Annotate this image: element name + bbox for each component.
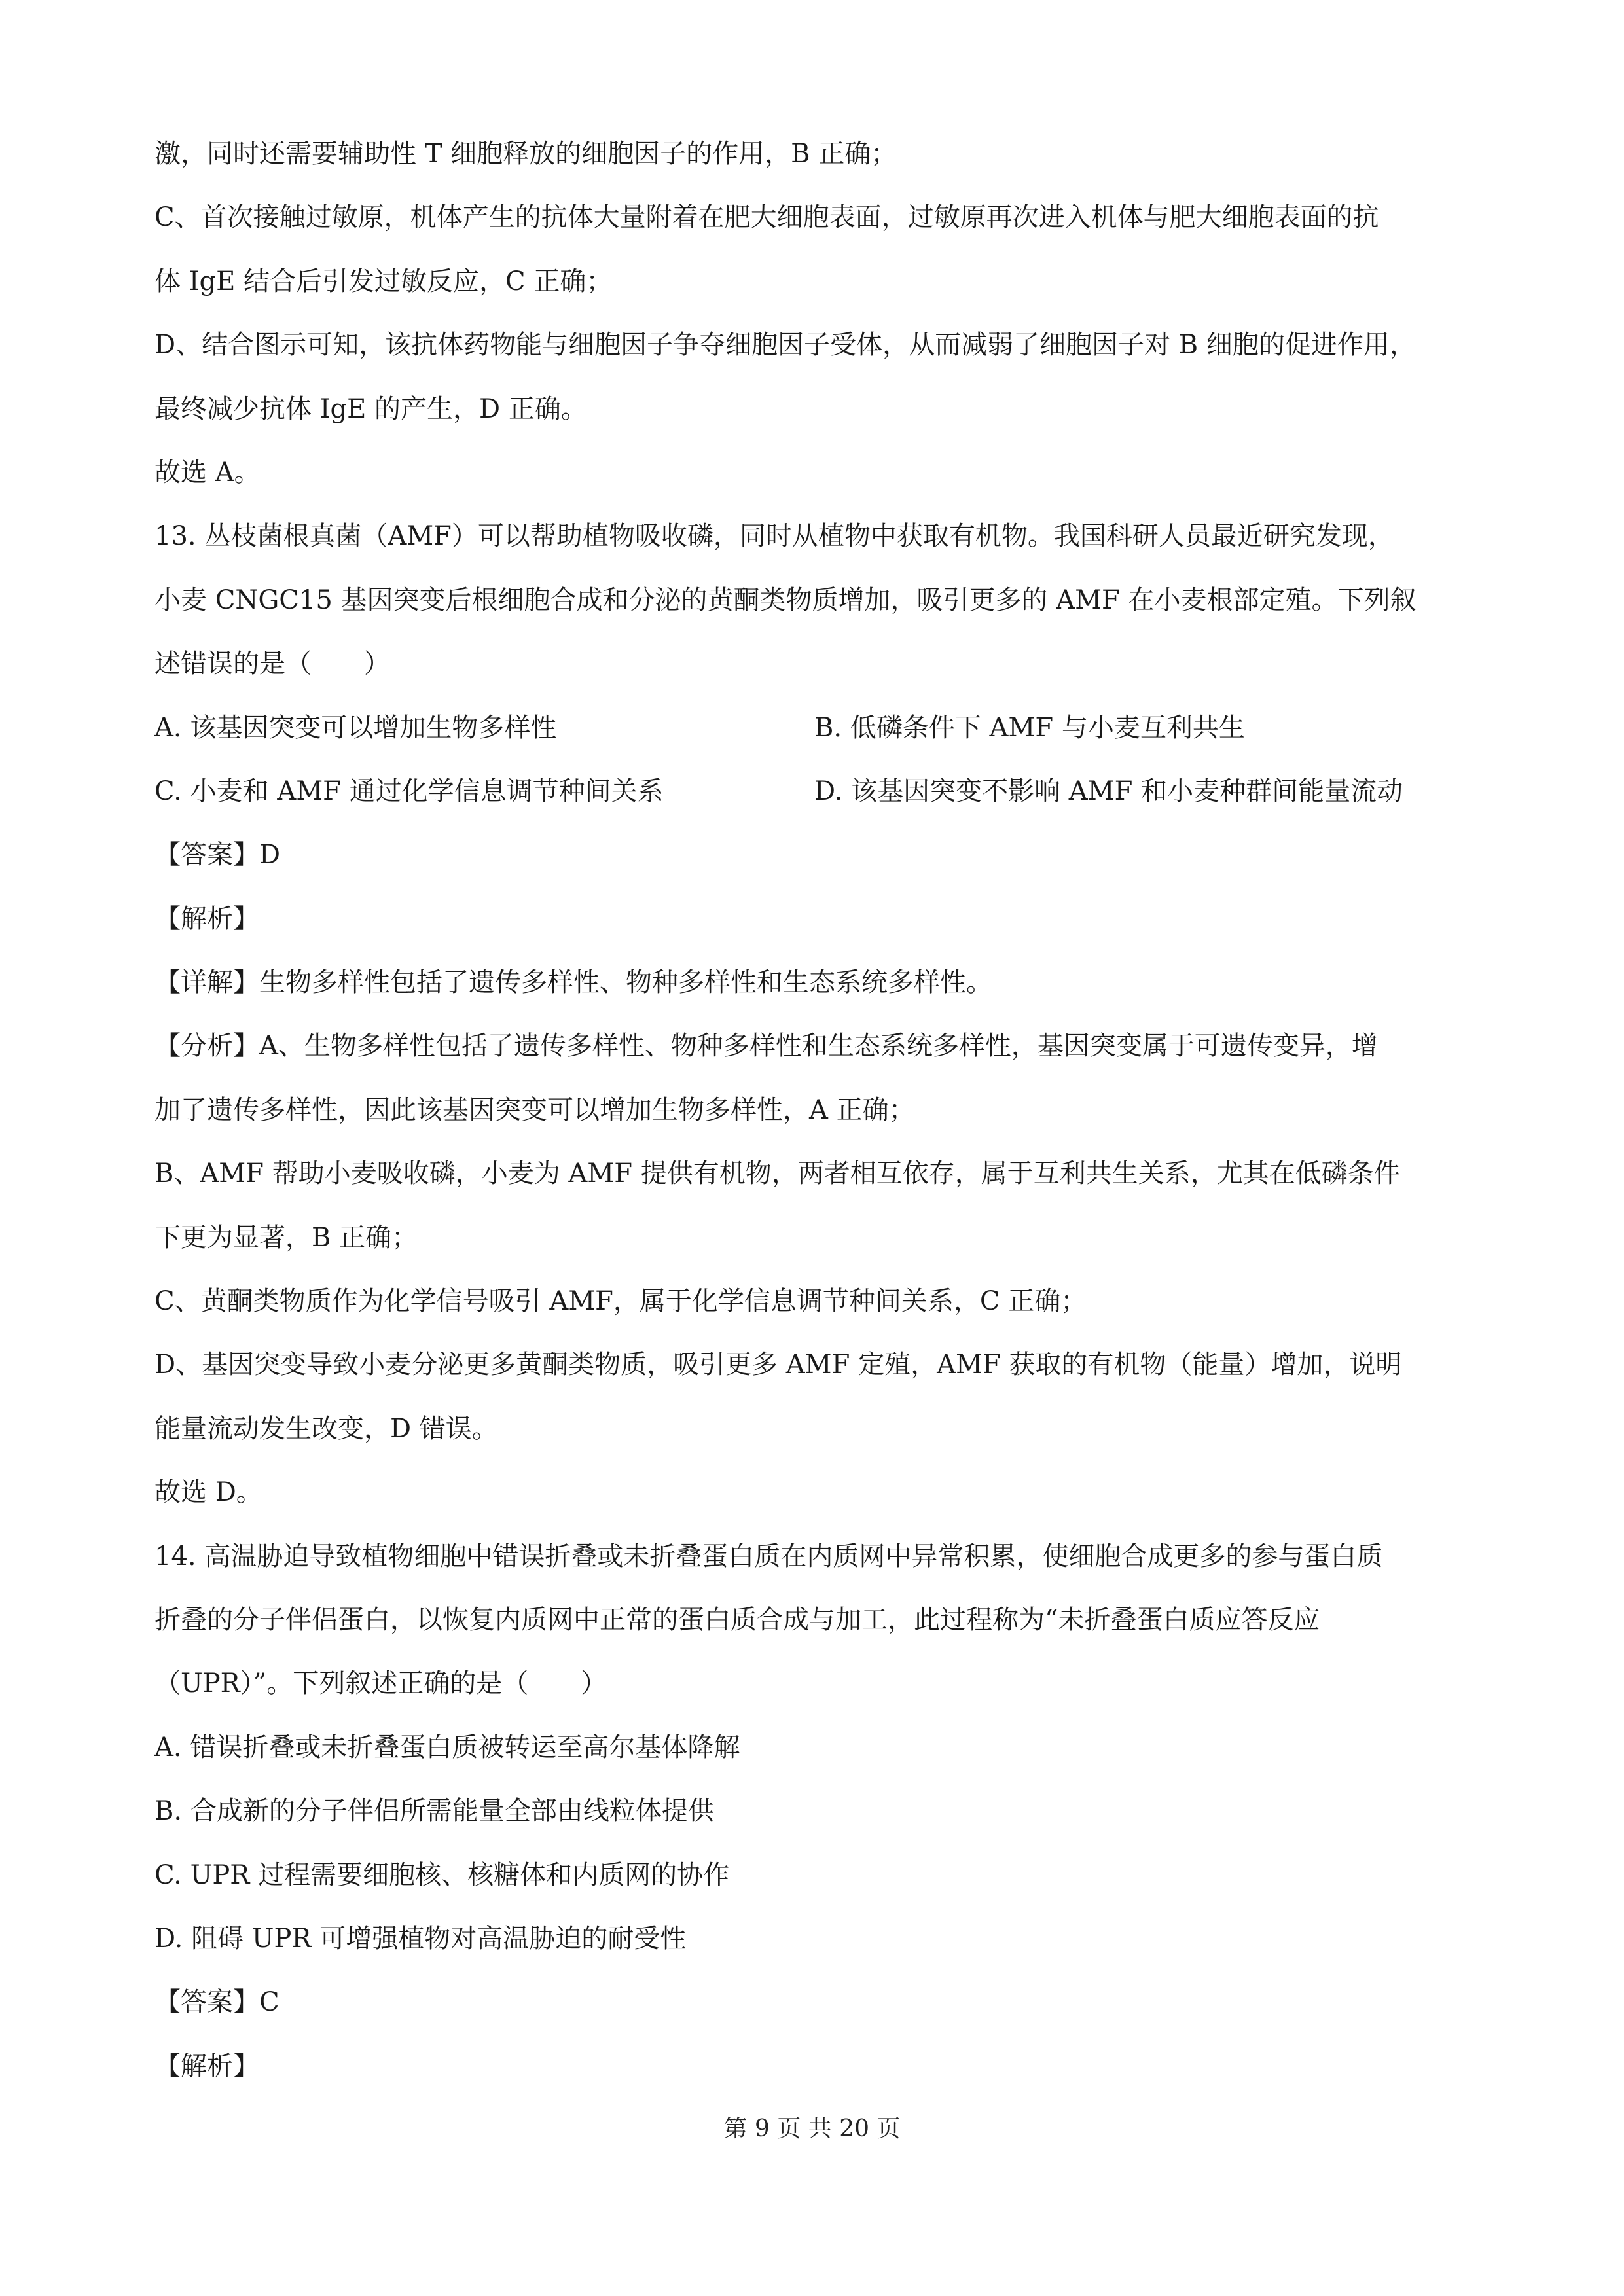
q12-explanation-line: 体 IgE 结合后引发过敏反应，C 正确； [154, 266, 613, 296]
q13-explanation-line: 加了遗传多样性，因此该基因突变可以增加生物多样性，A 正确； [154, 1094, 915, 1125]
q13-explanation-line: 【详解】生物多样性包括了遗传多样性、物种多样性和生态系统多样性。 [154, 967, 992, 998]
q14-option-c: C. UPR 过程需要细胞核、核糖体和内质网的协作 [154, 1859, 730, 1890]
q12-explanation-line: 最终减少抗体 IgE 的产生，D 正确。 [154, 393, 587, 424]
q13-option-d: D. 该基因突变不影响 AMF 和小麦种群间能量流动 [814, 776, 1403, 806]
page-footer [0, 2113, 1624, 2145]
q14-stem-line: 折叠的分子伴侣蛋白，以恢复内质网中正常的蛋白质合成与加工，此过程称为“未折叠蛋白质应答反应 [154, 1604, 1320, 1635]
q14-option-b: B. 合成新的分子伴侣所需能量全部由线粒体提供 [154, 1796, 714, 1827]
q12-explanation-line: 激，同时还需要辅助性 T 细胞释放的细胞因子的作用，B 正确； [154, 139, 897, 169]
q13-explanation-line: D、基因突变导致小麦分泌更多黄酮类物质，吸引更多 AMF 定殖，AMF 获取的有机物（能量）增加，说明 [154, 1350, 1402, 1380]
q14-stem-line: （UPR）”。下列叙述正确的是（ ） [154, 1668, 607, 1699]
q14-answer: 【答案】C [154, 1987, 280, 2018]
q13-stem-line: 述错误的是（ ） [154, 649, 390, 679]
q13-explanation-line: 能量流动发生改变，D 错误。 [154, 1413, 498, 1444]
q13-conclusion: 故选 D。 [154, 1477, 262, 1508]
q13-explanation-line: B、AMF 帮助小麦吸收磷，小麦为 AMF 提供有机物，两者相互依存，属于互利共生关系，尤其在低磷条件 [154, 1158, 1400, 1189]
q13-explanation-line: C、黄酮类物质作为化学信号吸引 AMF，属于化学信息调节种间关系，C 正确； [154, 1286, 1087, 1317]
q14-option-a: A. 错误折叠或未折叠蛋白质被转运至高尔基体降解 [154, 1732, 740, 1763]
q13-options-row-1 [154, 708, 1490, 772]
q13-answer: 【答案】D [154, 840, 281, 870]
q13-stem-line: 13. 丛枝菌根真菌（AMF）可以帮助植物吸收磷，同时从植物中获取有机物。我国科研人员最近研究发现， [154, 521, 1394, 552]
q13-stem-line: 小麦 CNGC15 基因突变后根细胞合成和分泌的黄酮类物质增加，吸引更多的 AMF 在小麦根部定殖。下列叙 [154, 584, 1416, 615]
q13-option-a: A. 该基因突变可以增加生物多样性 [154, 712, 557, 743]
q14-option-d: D. 阻碍 UPR 可增强植物对高温胁迫的耐受性 [154, 1923, 687, 1954]
q13-option-b: B. 低磷条件下 AMF 与小麦互利共生 [814, 712, 1245, 743]
page-content [154, 134, 1490, 2110]
q14-stem-line: 14. 高温胁迫导致植物细胞中错误折叠或未折叠蛋白质在内质网中异常积累，使细胞合成更多的参与蛋白质 [154, 1541, 1383, 1571]
q13-explanation-line: 下更为显著，B 正确； [154, 1222, 418, 1253]
q12-explanation-line: D、结合图示可知，该抗体药物能与细胞因子争夺细胞因子受体，从而减弱了细胞因子对 B 细胞的促进作用， [154, 330, 1416, 361]
q12-conclusion: 故选 A。 [154, 457, 261, 488]
q13-option-c: C. 小麦和 AMF 通过化学信息调节种间关系 [154, 776, 664, 806]
q14-analysis-heading: 【解析】 [154, 2051, 259, 2081]
q13-options-row-2 [154, 772, 1490, 835]
q13-explanation-line: 【分析】A、生物多样性包括了遗传多样性、物种多样性和生态系统多样性，基因突变属于可遗传变异，增 [154, 1031, 1378, 1062]
q13-analysis-heading: 【解析】 [154, 903, 259, 934]
q12-explanation-line: C、首次接触过敏原，机体产生的抗体大量附着在肥大细胞表面，过敏原再次进入机体与肥大细胞表面的抗 [154, 202, 1379, 233]
page-number-label: 第 9 页 共 20 页 [723, 2115, 901, 2142]
